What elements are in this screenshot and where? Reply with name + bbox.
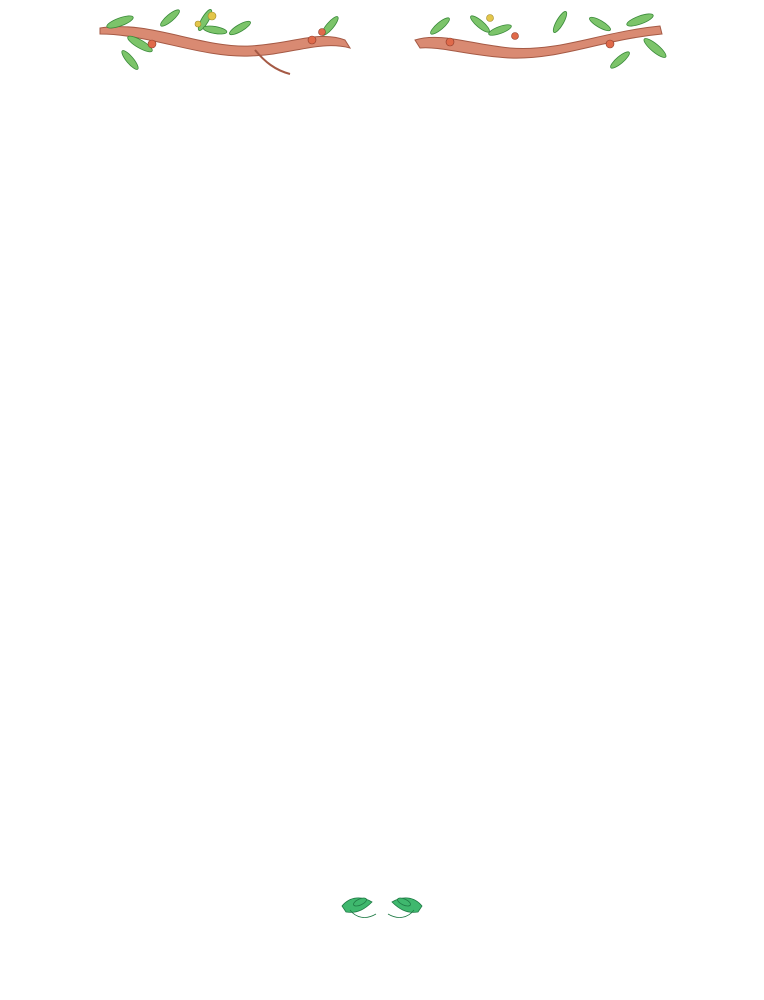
footer-ornament <box>0 888 764 928</box>
footer <box>0 888 764 928</box>
branch-illustration <box>0 0 764 95</box>
header-decoration <box>0 0 764 95</box>
